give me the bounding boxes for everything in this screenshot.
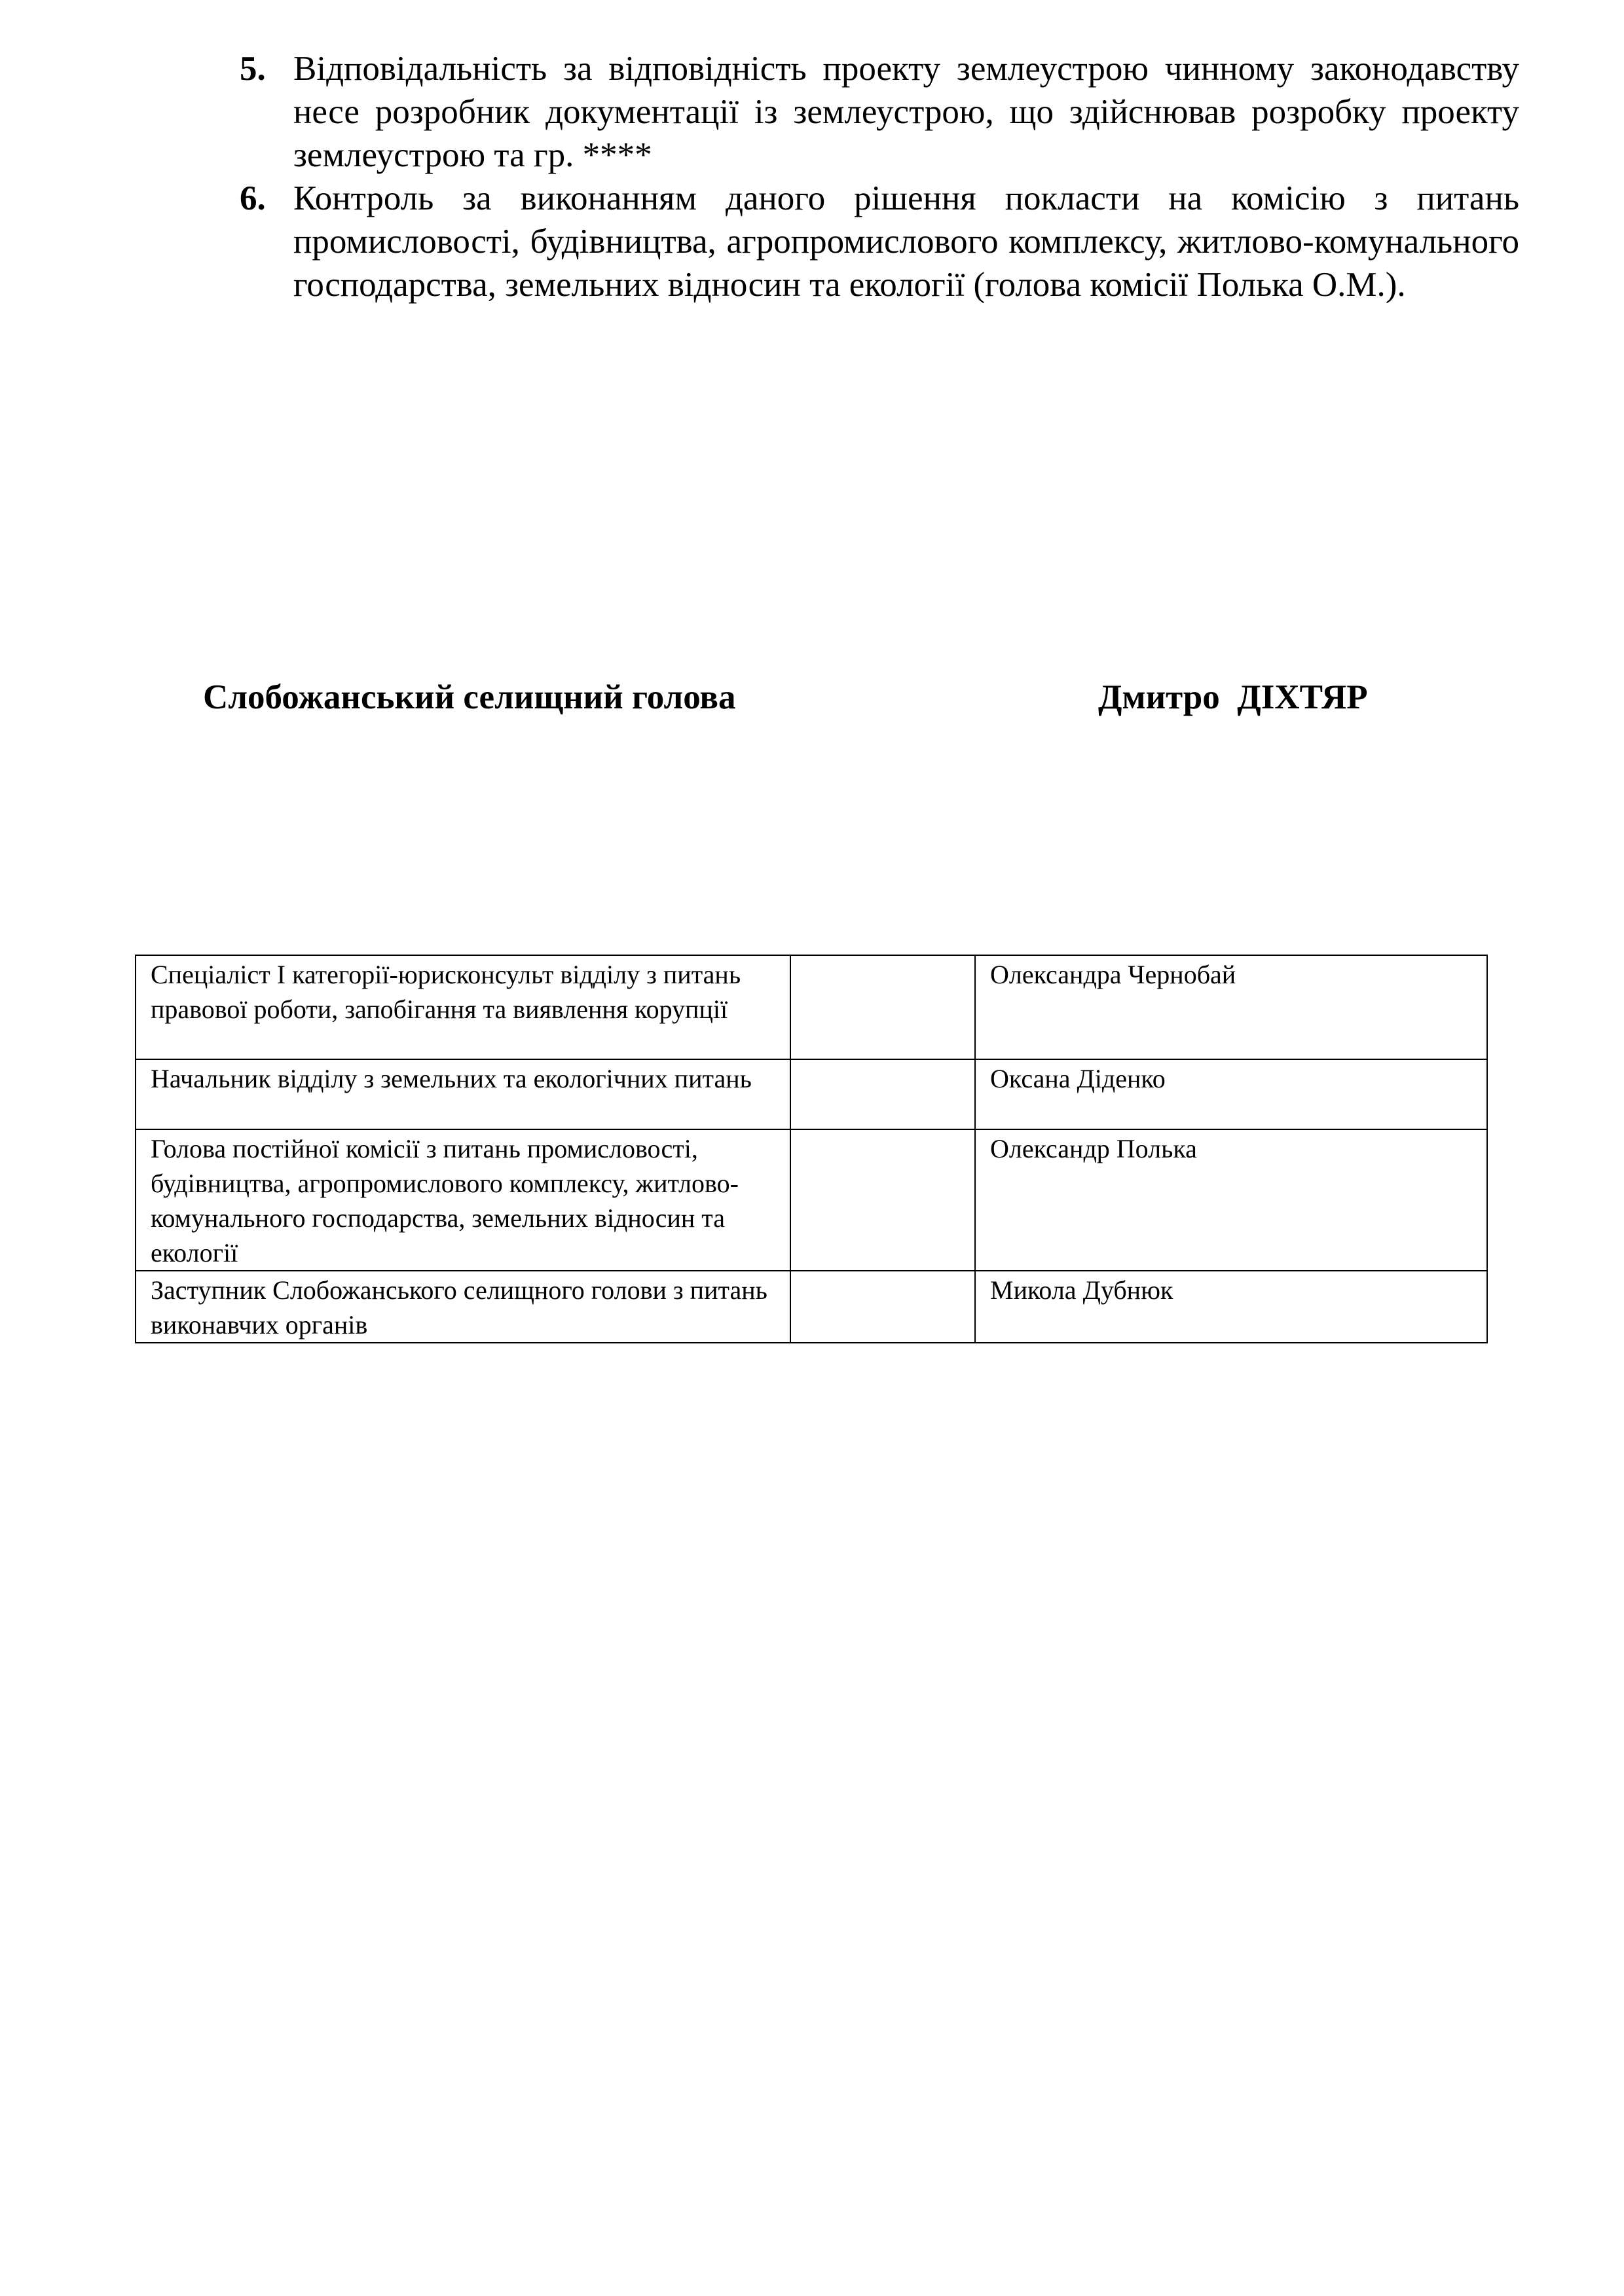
table-row <box>136 1271 1487 1343</box>
item-text: Контроль за виконанням даного рішення покласти на комісію з питань промисловості, будівництва, агропромислового комплексу, житлово-комунального господарства, земельних відносин та екології (голова комісії Полька О.М.). <box>293 179 1519 304</box>
signature-cell <box>790 955 975 1059</box>
signatory-name: Дмитро ДІХТЯР <box>1098 678 1368 716</box>
signature-cell <box>790 1271 975 1343</box>
signature-block <box>203 674 1414 720</box>
signatory-title: Слобожанський селищний голова <box>203 678 736 716</box>
item-text: Відповідальність за відповідність проекту землеустрою чинному законодавству несе розробник документації із землеустрою, що здійснював розробку проекту землеустрою та гр. **** <box>293 50 1519 174</box>
position-cell: Начальник відділу з земельних та екологічних питань <box>136 1059 790 1129</box>
position-cell: Голова постійної комісії з питань промисловості, будівництва, агропромислового комплексу, житлово-комунального господарства, земельних відносин та екології <box>136 1129 790 1271</box>
table-row <box>136 1129 1487 1271</box>
approval-table <box>135 955 1488 1343</box>
decision-item-6 <box>240 177 1519 306</box>
signature-cell <box>790 1129 975 1271</box>
item-number: 6. <box>240 179 266 217</box>
name-cell: Олександр Полька <box>975 1129 1487 1271</box>
position-cell: Спеціаліст І категорії-юрисконсульт відділу з питань правової роботи, запобігання та виявлення корупції <box>136 955 790 1059</box>
name-cell: Олександра Чернобай <box>975 955 1487 1059</box>
name-cell: Оксана Діденко <box>975 1059 1487 1129</box>
item-number: 5. <box>240 50 266 88</box>
position-cell: Заступник Слобожанського селищного голови з питань виконавчих органів <box>136 1271 790 1343</box>
decision-items-list <box>240 47 1519 306</box>
decision-item-5 <box>240 47 1519 177</box>
table-row <box>136 955 1487 1059</box>
signature-cell <box>790 1059 975 1129</box>
table-row <box>136 1059 1487 1129</box>
name-cell: Микола Дубнюк <box>975 1271 1487 1343</box>
